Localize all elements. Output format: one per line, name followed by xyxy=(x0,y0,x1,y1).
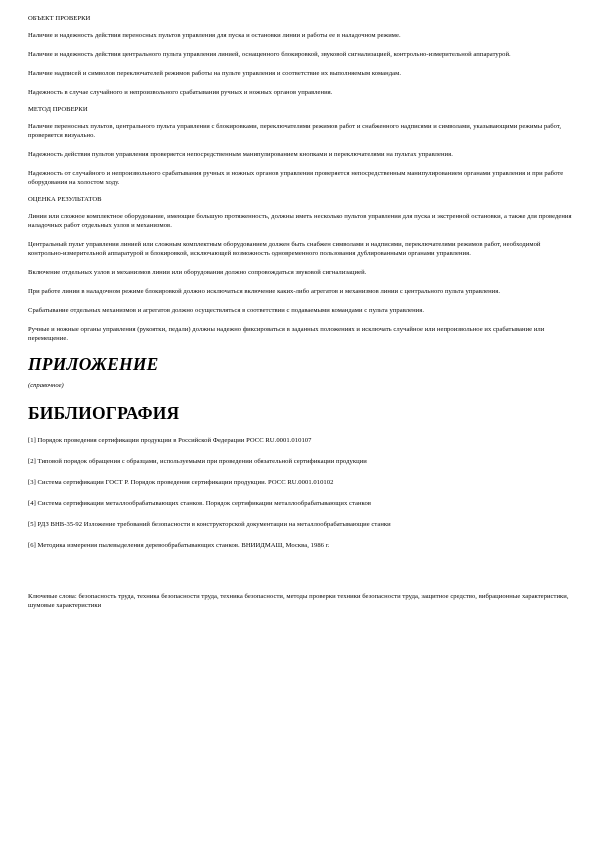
bibliography-item-6: [6] Методика измерения пылевыделения деревообрабатывающих станков. ВНИИДМАШ, Москва, 1986 г. xyxy=(28,542,330,549)
appendix-title: ПРИЛОЖЕНИЕ xyxy=(28,354,159,374)
paragraph-eval-6: Ручные и ножные органы управления (рукоятки, педали) должны надежно фиксироваться в заданных положениях и исключать случайное или непроизвольное их срабатывание или перемещение. xyxy=(28,326,545,342)
bibliography-title: БИБЛИОГРАФИЯ xyxy=(28,403,180,423)
section-heading-object: ОБЪЕКТ ПРОВЕРКИ xyxy=(28,15,91,22)
paragraph-eval-3: Включение отдельных узлов и механизмов линии или оборудования должно сопровождаться звуковой сигнализацией. xyxy=(28,269,367,276)
keywords: Ключевые слова: безопасность труда, техника безопасности труда, техника безопасности, методы проверки техники безопасности труда, защитное средство, вибрационные характеристики, шумовые характеристики xyxy=(28,593,569,609)
bibliography-item-4: [4] Система сертификации металлообрабатывающих станков. Порядок сертификации металлообрабатывающих станков xyxy=(28,500,371,507)
bibliography-item-5: [5] РДЗ ВНВ-35-92 Изложение требований безопасности в конструкторской документации на металлообрабатывающие станки xyxy=(28,521,391,528)
appendix-note: (справочное) xyxy=(28,382,64,389)
paragraph-eval-1: Линии или сложное комплектное оборудование, имеющие большую протяженность, должны иметь несколько пультов управления для пуска и экстренной остановки, а также для проведения наладочных работ отдельных узлов и механизмов. xyxy=(28,213,572,229)
section-heading-method: МЕТОД ПРОВЕРКИ xyxy=(28,106,88,113)
paragraph-eval-4: При работе линии в наладочном режиме блокировкой должно исключаться включение каких-либо агрегатов и механизмов линии с центрального пульта управления. xyxy=(28,288,501,295)
paragraph-method-1: Наличие переносных пультов, центрального пульта управления с блокировками, переключателями режимов работ и снабженного надписями и символами, указывающими режимы работ, проверяется визуально. xyxy=(28,123,562,139)
paragraph-object-2: Наличие и надежность действия центрального пульта управления линией, оснащенного блокировкой, звуковой сигнализацией, контрольно-измерительной аппаратурой. xyxy=(28,51,511,58)
paragraph-method-2: Надежность действия пультов управления проверяется непосредственным манипулированием кнопками и переключателями на пультах управления. xyxy=(28,151,453,158)
paragraph-eval-5: Срабатывание отдельных механизмов и агрегатов должно осуществляться в соответствии с подаваемыми командами с пульта управления. xyxy=(28,307,425,314)
paragraph-object-4: Надежность в случае случайного и непроизвольного срабатывания ручных и ножных органов управления. xyxy=(28,89,333,96)
paragraph-object-1: Наличие и надежность действия переносных пультов управления для пуска и остановки линии и работы ее в наладочном режиме. xyxy=(28,32,401,39)
section-heading-evaluation: ОЦЕНКА РЕЗУЛЬТАТОВ xyxy=(28,196,102,203)
paragraph-method-3: Надежность от случайного и непроизвольного срабатывания ручных и ножных органов управления проверяется непосредственным манипулированием органами управления и при работе оборудования на холостом ходу. xyxy=(28,170,564,186)
paragraph-eval-2: Центральный пульт управления линией или сложным комплектным оборудованием должен быть снабжен символами и надписями, переключателями режимов работ, необходимой контрольно-измерительной аппаратурой и блокировкой, исключающей возможность одновременного пользования дублированными органами управления. xyxy=(28,241,541,257)
spacer xyxy=(28,562,572,592)
bibliography-item-1: [1] Порядок проведения сертификации продукции в Российской Федерации РОСС RU.0001.010107 xyxy=(28,437,312,444)
bibliography-item-3: [3] Система сертификации ГОСТ Р. Порядок проведения сертификации продукции. РОСС RU.0001.010102 xyxy=(28,479,334,486)
document-content xyxy=(28,14,572,610)
bibliography-item-2: [2] Типовой порядок обращения с образцами, используемыми при проведении обязательной сертификации продукции xyxy=(28,458,367,465)
paragraph-object-3: Наличие надписей и символов переключателей режимов работы на пульте управления и соответствие их выполняемым командам. xyxy=(28,70,402,77)
